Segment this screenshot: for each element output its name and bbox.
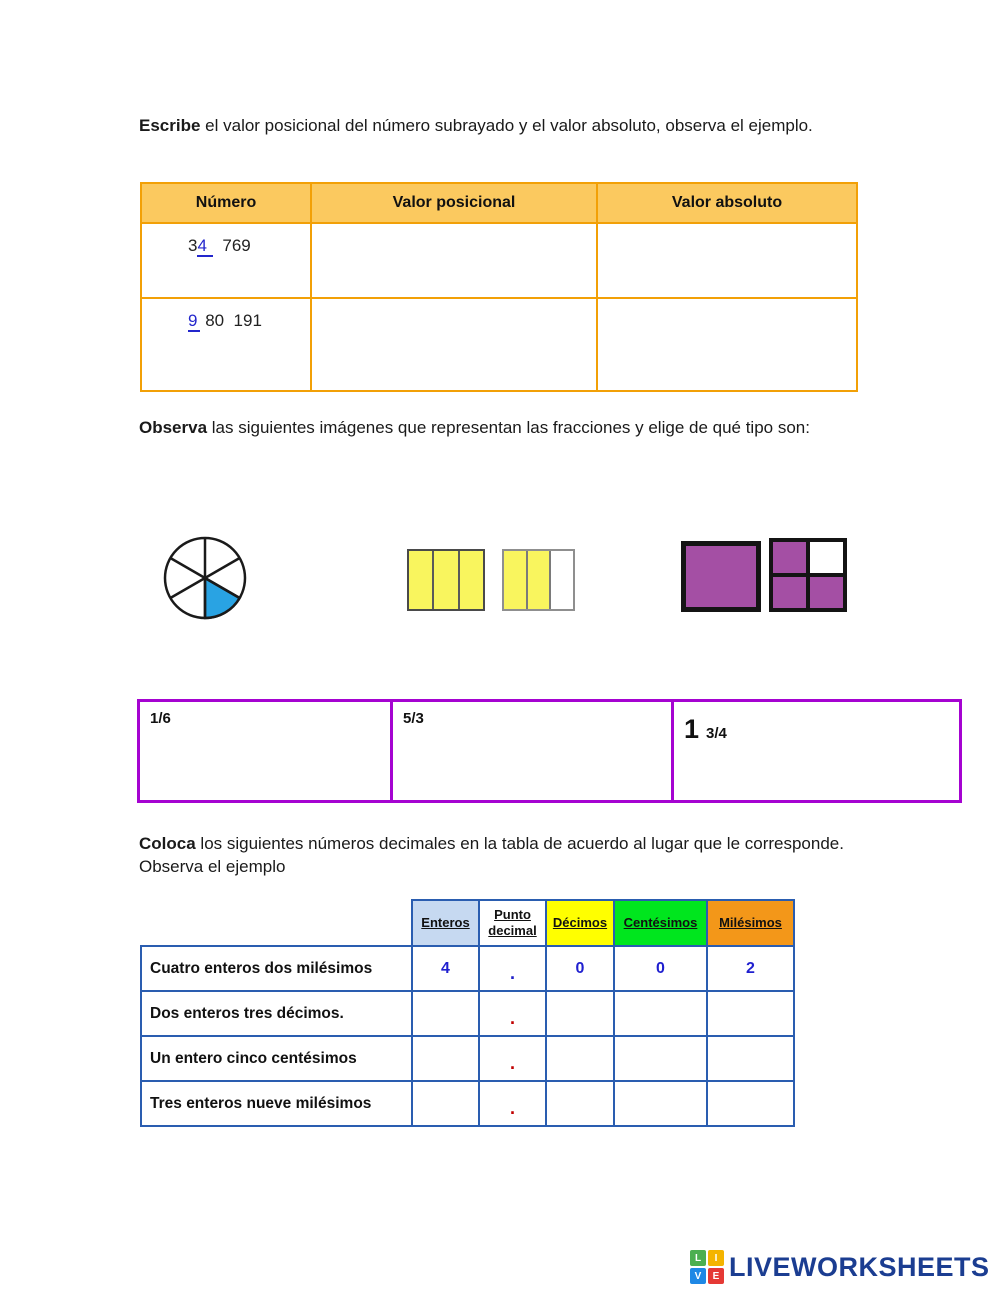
enteros-cell[interactable]: 4 — [412, 946, 479, 991]
fraction-answer-cell-3[interactable] — [673, 701, 961, 802]
decimal-row-example — [141, 946, 794, 991]
header-punto-decimal: Punto decimal — [479, 900, 546, 946]
instruction-escribe — [139, 114, 859, 137]
milesimos-cell[interactable] — [707, 991, 794, 1036]
mixed-number-fraction: 3/4 — [706, 725, 727, 742]
bar-fraction-figure-1 — [407, 549, 485, 611]
logo-letter-l: L — [690, 1250, 706, 1266]
bar-cell-filled — [458, 551, 483, 609]
fraction-label: 5/3 — [403, 710, 424, 727]
punto-cell: . — [479, 991, 546, 1036]
enteros-cell[interactable] — [412, 1081, 479, 1126]
milesimos-cell[interactable] — [707, 1081, 794, 1126]
row-label: Tres enteros nueve milésimos — [141, 1081, 412, 1126]
place-value-table — [140, 182, 858, 392]
instruction-observa-keyword: Observa — [139, 418, 208, 437]
number-34769 — [141, 223, 311, 298]
quarter-filled — [773, 542, 806, 573]
header-blank — [141, 900, 412, 946]
underlined-digit: 4 — [197, 236, 212, 257]
quarter-empty — [810, 542, 843, 573]
instruction-escribe-text: el valor posicional del número subrayado y el valor absoluto, observa el ejemplo. — [200, 116, 813, 135]
answer-cell-absoluto-2[interactable] — [597, 298, 857, 391]
row-label: Dos enteros tres décimos. — [141, 991, 412, 1036]
logo-letter-e: E — [708, 1268, 724, 1284]
decimal-row — [141, 991, 794, 1036]
punto-cell: . — [479, 1036, 546, 1081]
instruction-coloca-keyword: Coloca — [139, 834, 196, 853]
liveworksheets-brand[interactable] — [690, 1250, 990, 1284]
enteros-cell[interactable] — [412, 991, 479, 1036]
fraction-label: 1/6 — [150, 710, 171, 727]
header-decimos: Décimos — [546, 900, 614, 946]
bar-cell-filled — [504, 551, 526, 609]
pie-fraction-figure — [162, 535, 248, 621]
centesimos-cell[interactable] — [614, 1081, 707, 1126]
answer-cell-posicional-1[interactable] — [311, 223, 597, 298]
decimal-place-table — [140, 899, 795, 1127]
liveworksheets-logo-icon — [690, 1250, 724, 1284]
number-part: 3 — [188, 236, 198, 255]
decimos-cell[interactable] — [546, 1036, 614, 1081]
instruction-escribe-keyword: Escribe — [139, 116, 201, 135]
fraction-answer-table — [137, 699, 962, 803]
header-centesimos: Centésimos — [614, 900, 707, 946]
instruction-coloca-text: los siguientes números decimales en la tabla de acuerdo al lugar que le corresponde. Observa el ejemplo — [139, 834, 844, 877]
bar-cell-filled — [432, 551, 457, 609]
bar-cell-filled — [526, 551, 550, 609]
decimos-cell[interactable] — [546, 991, 614, 1036]
bar-cell-filled — [409, 551, 432, 609]
quarter-filled — [773, 577, 806, 608]
place-value-header-row — [141, 183, 857, 223]
square-fraction-quarters — [769, 538, 847, 612]
table-row — [141, 223, 857, 298]
table-row — [141, 298, 857, 391]
centesimos-cell[interactable]: 0 — [614, 946, 707, 991]
decimos-cell[interactable]: 0 — [546, 946, 614, 991]
centesimos-cell[interactable] — [614, 1036, 707, 1081]
bar-fraction-figure-2 — [502, 549, 575, 611]
underlined-digit: 9 — [188, 311, 200, 332]
number-part: 769 — [212, 236, 251, 255]
punto-cell: . — [479, 1081, 546, 1126]
header-valor-absoluto: Valor absoluto — [597, 183, 857, 223]
centesimos-cell[interactable] — [614, 991, 707, 1036]
fraction-answer-cell-2[interactable] — [392, 701, 673, 802]
row-label: Cuatro enteros dos milésimos — [141, 946, 412, 991]
instruction-coloca — [139, 832, 845, 879]
punto-cell: . — [479, 946, 546, 991]
mixed-number-whole: 1 — [684, 714, 700, 744]
row-label: Un entero cinco centésimos — [141, 1036, 412, 1081]
instruction-observa-text: las siguientes imágenes que representan las fracciones y elige de qué tipo son: — [207, 418, 810, 437]
enteros-cell[interactable] — [412, 1036, 479, 1081]
header-numero: Número — [141, 183, 311, 223]
logo-letter-v: V — [690, 1268, 706, 1284]
logo-letter-i: I — [708, 1250, 724, 1266]
answer-cell-posicional-2[interactable] — [311, 298, 597, 391]
milesimos-cell[interactable] — [707, 1036, 794, 1081]
instruction-observa — [139, 416, 869, 439]
header-milesimos: Milésimos — [707, 900, 794, 946]
number-980191 — [141, 298, 311, 391]
milesimos-cell[interactable]: 2 — [707, 946, 794, 991]
brand-wordmark: LIVEWORKSHEETS — [729, 1251, 990, 1282]
header-enteros: Enteros — [412, 900, 479, 946]
decimal-row — [141, 1036, 794, 1081]
decimos-cell[interactable] — [546, 1081, 614, 1126]
fraction-answer-cell-1[interactable] — [139, 701, 392, 802]
number-part: 80 191 — [200, 311, 262, 330]
bar-cell-empty — [549, 551, 573, 609]
decimal-header-row — [141, 900, 794, 946]
answer-cell-absoluto-1[interactable] — [597, 223, 857, 298]
quarter-filled — [810, 577, 843, 608]
square-fraction-whole — [681, 541, 761, 612]
decimal-row — [141, 1081, 794, 1126]
header-valor-posicional: Valor posicional — [311, 183, 597, 223]
